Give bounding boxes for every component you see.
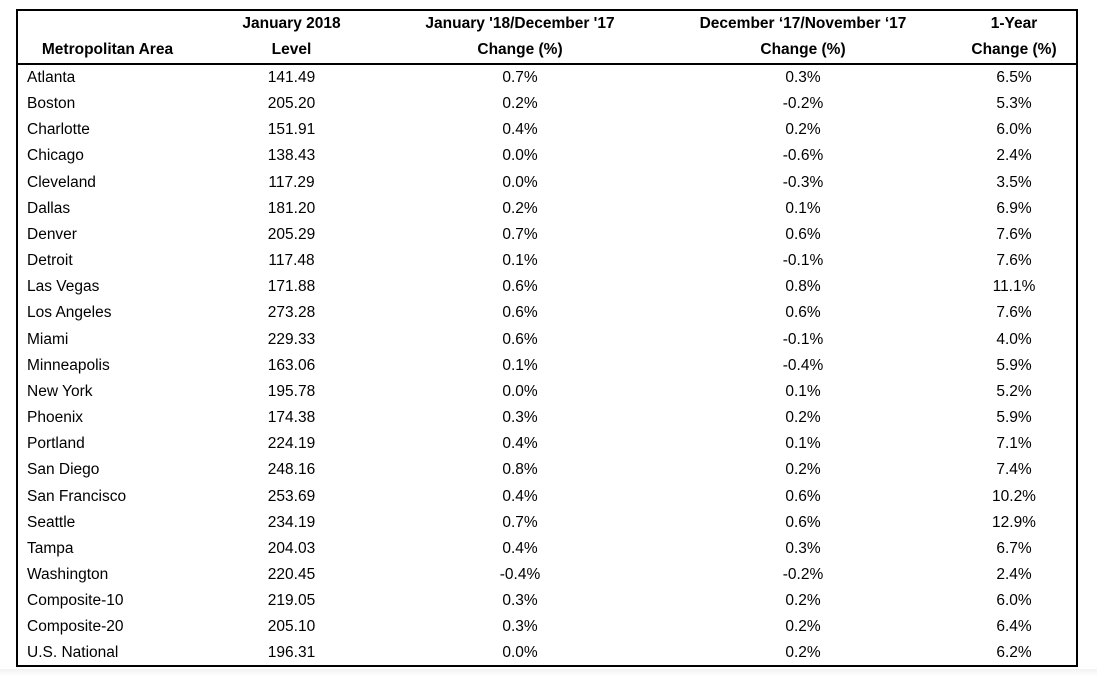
cell-dec-nov-change: -0.1%	[782, 330, 824, 348]
cell-jan-dec-change: 0.4%	[502, 435, 538, 453]
cell-year-change: 7.6%	[996, 225, 1032, 243]
header-row-top	[18, 11, 1076, 37]
table-row	[18, 484, 1076, 510]
cell-jan-dec-change: 0.4%	[502, 121, 538, 139]
table-row	[18, 379, 1076, 405]
cell-jan-dec-change: 0.6%	[502, 330, 538, 348]
cell-year-change: 6.2%	[996, 644, 1032, 662]
table-row	[18, 91, 1076, 117]
cell-jan-dec-change: 0.0%	[502, 173, 538, 191]
cell-jan-dec-change: 0.6%	[502, 278, 538, 296]
cell-area: U.S. National	[27, 644, 119, 662]
cell-level: 219.05	[267, 592, 316, 610]
cell-dec-nov-change: 0.1%	[785, 199, 821, 217]
cell-level: 138.43	[267, 147, 316, 165]
cell-area: Chicago	[27, 147, 84, 165]
cell-dec-nov-change: 0.2%	[785, 121, 821, 139]
table-row	[18, 431, 1076, 457]
cell-dec-nov-change: 0.8%	[785, 278, 821, 296]
cell-area: Composite-10	[27, 592, 124, 610]
cell-year-change: 11.1%	[992, 278, 1036, 296]
cell-dec-nov-change: 0.2%	[785, 409, 821, 427]
cell-jan-dec-change: 0.2%	[502, 199, 538, 217]
table-row	[18, 300, 1076, 326]
cell-level: 204.03	[267, 539, 316, 557]
cell-year-change: 7.6%	[996, 304, 1032, 322]
cell-year-change: 5.3%	[996, 95, 1032, 113]
table-row	[18, 614, 1076, 640]
cell-jan-dec-change: 0.2%	[502, 95, 538, 113]
column-header-area-top	[18, 11, 197, 37]
cell-level: 174.38	[267, 409, 316, 427]
table-row	[18, 353, 1076, 379]
cell-area: Los Angeles	[27, 304, 112, 322]
cell-dec-nov-change: -0.1%	[782, 252, 824, 270]
table-row	[18, 222, 1076, 248]
cell-jan-dec-change: 0.1%	[502, 252, 538, 270]
cell-year-change: 6.4%	[996, 618, 1032, 636]
cell-year-change: 10.2%	[992, 487, 1036, 505]
table-row	[18, 588, 1076, 614]
cell-year-change: 4.0%	[996, 330, 1032, 348]
cell-year-change: 5.2%	[996, 382, 1032, 400]
cell-level: 117.48	[268, 252, 315, 270]
cell-area: Las Vegas	[27, 278, 100, 296]
cell-level: 220.45	[267, 565, 316, 583]
cell-area: Composite-20	[27, 618, 124, 636]
table-row	[18, 170, 1076, 196]
cell-dec-nov-change: 0.1%	[785, 435, 821, 453]
cell-jan-dec-change: 0.4%	[502, 487, 538, 505]
cell-dec-nov-change: 0.2%	[785, 618, 821, 636]
cell-year-change: 3.5%	[996, 173, 1032, 191]
cell-level: 195.78	[267, 382, 316, 400]
cell-area: Minneapolis	[27, 356, 110, 374]
cell-jan-dec-change: 0.7%	[502, 225, 538, 243]
cell-jan-dec-change: 0.4%	[502, 539, 538, 557]
cell-year-change: 2.4%	[996, 565, 1032, 583]
cell-jan-dec-change: 0.0%	[502, 382, 538, 400]
cell-area: Miami	[27, 330, 69, 348]
cell-year-change: 5.9%	[996, 356, 1032, 374]
cell-level: 205.10	[267, 618, 316, 636]
table-row	[18, 510, 1076, 536]
cell-level: 234.19	[267, 513, 316, 531]
column-header-area: Metropolitan Area	[18, 37, 197, 64]
cell-level: 273.28	[267, 304, 316, 322]
table-row	[18, 327, 1076, 353]
cell-jan-dec-change: 0.1%	[502, 356, 538, 374]
cell-area: Detroit	[27, 252, 73, 270]
column-header-year-top: 1-Year	[990, 15, 1038, 32]
cell-jan-dec-change: 0.3%	[502, 592, 538, 610]
cell-year-change: 6.0%	[996, 121, 1032, 139]
cell-jan-dec-change: 0.7%	[502, 69, 538, 86]
cell-level: 253.69	[267, 487, 316, 505]
cell-dec-nov-change: 0.3%	[785, 539, 821, 557]
cell-level: 229.33	[267, 330, 316, 348]
table-row	[18, 562, 1076, 588]
table-row	[18, 457, 1076, 483]
cell-dec-nov-change: 0.1%	[785, 382, 821, 400]
cell-dec-nov-change: 0.6%	[785, 487, 821, 505]
column-header-level-top: January 2018	[242, 15, 341, 32]
table-row	[18, 274, 1076, 300]
cell-year-change: 6.5%	[996, 69, 1032, 86]
cell-area: San Diego	[27, 461, 100, 479]
table-row	[18, 196, 1076, 222]
table-row	[18, 536, 1076, 562]
column-header-level: Level	[197, 37, 386, 64]
cell-area: Washington	[27, 565, 109, 583]
cell-jan-dec-change: 0.0%	[502, 147, 538, 165]
cell-year-change: 7.1%	[996, 435, 1032, 453]
cell-dec-nov-change: 0.2%	[785, 461, 821, 479]
cell-area: Portland	[27, 435, 85, 453]
cell-dec-nov-change: 0.2%	[785, 592, 821, 610]
cell-area: New York	[27, 382, 93, 400]
cell-level: 224.19	[267, 435, 316, 453]
cell-area: Charlotte	[27, 121, 90, 139]
cell-dec-nov-change: -0.4%	[782, 356, 824, 374]
cell-level: 196.31	[267, 644, 316, 662]
cell-dec-nov-change: -0.2%	[782, 565, 824, 583]
cell-jan-dec-change: 0.8%	[502, 461, 538, 479]
cell-area: Atlanta	[27, 69, 76, 86]
cell-area: Dallas	[27, 199, 71, 217]
cell-area: Boston	[27, 95, 76, 113]
column-header-jan-dec-top: January '18/December '17	[425, 15, 615, 32]
cell-level: 141.49	[267, 69, 316, 86]
cell-year-change: 6.9%	[996, 199, 1032, 217]
data-table	[18, 11, 1076, 667]
cell-jan-dec-change: 0.3%	[502, 409, 538, 427]
cell-jan-dec-change: 0.0%	[502, 644, 538, 662]
cell-level: 163.06	[267, 356, 316, 374]
cell-dec-nov-change: -0.3%	[782, 173, 824, 191]
page-edge-shadow	[0, 669, 1097, 676]
cell-area: Phoenix	[27, 409, 84, 427]
cell-area: San Francisco	[27, 487, 127, 505]
cell-area: Cleveland	[27, 173, 96, 191]
cell-level: 151.91	[267, 121, 316, 139]
cell-dec-nov-change: 0.6%	[785, 225, 821, 243]
cell-year-change: 7.4%	[996, 461, 1032, 479]
table-header	[18, 11, 1076, 64]
table-body	[18, 64, 1076, 667]
cell-dec-nov-change: 0.2%	[785, 644, 821, 662]
table-row	[18, 64, 1076, 91]
cell-year-change: 6.0%	[996, 592, 1032, 610]
cell-dec-nov-change: 0.3%	[785, 69, 821, 86]
cell-area: Denver	[27, 225, 77, 243]
home-price-table	[16, 9, 1078, 667]
column-header-dec-nov-top: December ‘17/November ‘17	[699, 15, 907, 32]
column-header-jan-dec: Change (%)	[386, 37, 654, 64]
cell-level: 248.16	[267, 461, 316, 479]
cell-jan-dec-change: 0.3%	[502, 618, 538, 636]
column-header-dec-nov: Change (%)	[654, 37, 952, 64]
cell-level: 181.20	[267, 199, 316, 217]
cell-level: 171.88	[267, 278, 316, 296]
cell-level: 117.29	[268, 173, 315, 191]
cell-year-change: 6.7%	[996, 539, 1032, 557]
cell-jan-dec-change: -0.4%	[499, 565, 541, 583]
table-row	[18, 248, 1076, 274]
cell-level: 205.20	[267, 95, 316, 113]
table-row	[18, 143, 1076, 169]
cell-dec-nov-change: 0.6%	[785, 304, 821, 322]
cell-dec-nov-change: -0.6%	[782, 147, 824, 165]
table-row	[18, 640, 1076, 666]
cell-jan-dec-change: 0.6%	[502, 304, 538, 322]
cell-jan-dec-change: 0.7%	[502, 513, 538, 531]
cell-level: 205.29	[267, 225, 316, 243]
cell-year-change: 2.4%	[996, 147, 1032, 165]
cell-dec-nov-change: 0.6%	[785, 513, 821, 531]
cell-dec-nov-change: -0.2%	[782, 95, 824, 113]
table-row	[18, 117, 1076, 143]
column-header-year: Change (%)	[952, 37, 1076, 64]
table-row	[18, 405, 1076, 431]
cell-year-change: 5.9%	[996, 409, 1032, 427]
header-row-bottom	[18, 37, 1076, 64]
cell-area: Tampa	[27, 539, 74, 557]
cell-year-change: 7.6%	[996, 252, 1032, 270]
cell-year-change: 12.9%	[992, 513, 1036, 531]
cell-area: Seattle	[27, 513, 76, 531]
